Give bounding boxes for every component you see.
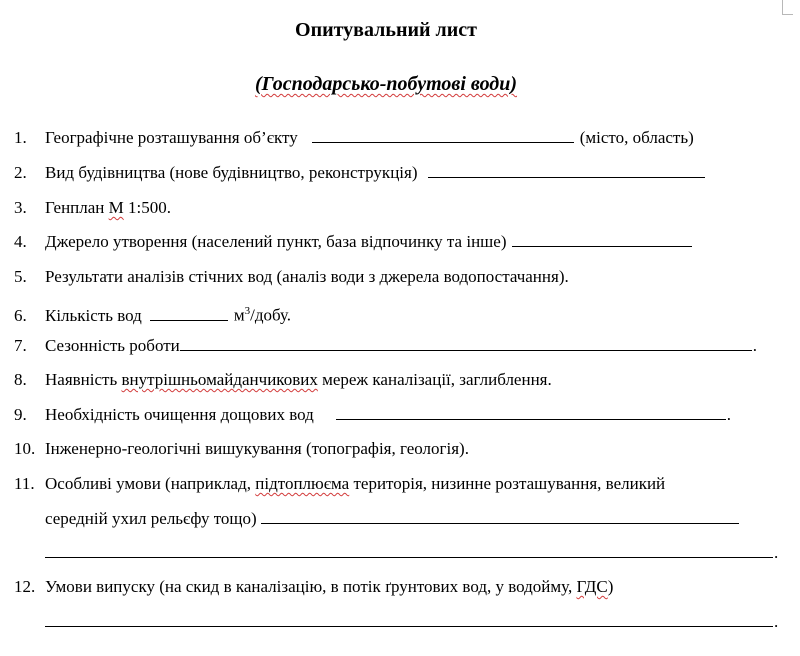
item-number: 12. — [14, 577, 36, 596]
item-number: 6. — [14, 305, 27, 325]
item-text: Вид будівництва (нове будівництво, реконструкція) — [45, 163, 418, 182]
page-corner-mark — [782, 0, 793, 15]
item-text-part: Наявність — [45, 370, 122, 389]
item-text — [45, 198, 171, 218]
item-number: 1. — [14, 128, 27, 147]
item-text: Джерело утворення (населений пункт, база відпочинку та інше) — [45, 232, 507, 251]
line-end-dot: . — [752, 336, 758, 355]
item-text-part: ) — [607, 577, 614, 596]
water-quantity-blank-field[interactable] — [150, 306, 228, 321]
special-conditions-blank-field-2[interactable] — [45, 543, 773, 558]
item-number: 10. — [14, 439, 36, 458]
list-item-12 — [14, 577, 613, 597]
item-number: 9. — [14, 405, 27, 424]
item-number: 5. — [14, 267, 27, 286]
line-end-dot: . — [774, 543, 779, 562]
item-text: Необхідність очищення дощових вод — [45, 405, 314, 424]
season-blank-field[interactable] — [180, 336, 752, 351]
source-blank-field[interactable] — [512, 232, 692, 247]
list-item-11-blank-line — [45, 543, 778, 563]
document-title: Опитувальний лист — [295, 19, 477, 41]
unit-base: м — [233, 305, 245, 325]
item-text: Географічне розташування об’єкту — [45, 128, 298, 147]
item-text — [45, 370, 552, 390]
discharge-conditions-blank-field[interactable] — [45, 612, 773, 627]
item-text — [45, 474, 665, 494]
item-text — [45, 577, 613, 597]
item-text: Сезонність роботи — [45, 336, 180, 355]
item-text-part: 1:500. — [123, 198, 172, 217]
list-item-9 — [14, 405, 731, 425]
item-text: Інженерно-геологічні вишукування (топографія, геологія). — [45, 439, 469, 458]
unit-tail: /добу. — [250, 305, 292, 325]
list-item-2 — [14, 163, 705, 183]
list-item-5 — [14, 267, 569, 287]
item-suffix: (місто, область) — [579, 128, 694, 147]
item-text-part: Генплан — [45, 198, 109, 217]
unit-superscript: 3 — [244, 305, 251, 317]
item-number: 4. — [14, 232, 27, 251]
item-number: 7. — [14, 336, 27, 355]
item-number: 8. — [14, 370, 27, 389]
list-item-7 — [14, 336, 757, 356]
item-text: Кількість вод — [45, 305, 142, 325]
item-text-part: територія, низинне розташування, великий — [349, 474, 666, 493]
item-text: Результати аналізів стічних вод (аналіз води з джерела водопостачання). — [45, 267, 569, 286]
list-item-11-continuation — [45, 509, 739, 529]
special-conditions-blank-field[interactable] — [261, 509, 739, 524]
item-number: 11. — [14, 474, 35, 493]
list-item-6 — [14, 301, 291, 326]
item-text-part: мереж каналізації, заглиблення. — [317, 370, 552, 389]
list-item-11 — [14, 474, 665, 494]
item-text-part: Особливі умови (наприклад, — [45, 474, 256, 493]
spellcheck-word: внутрішньомайданчикових — [121, 370, 318, 389]
list-item-4 — [14, 232, 692, 252]
line-end-dot: . — [726, 405, 732, 424]
line-end-dot: . — [774, 612, 779, 631]
location-blank-field[interactable] — [312, 128, 574, 143]
list-item-3 — [14, 198, 171, 218]
item-text: середній ухил рельєфу тощо) — [45, 509, 257, 528]
document-subtitle — [0, 73, 772, 96]
item-unit — [234, 301, 291, 326]
list-item-1 — [14, 128, 694, 148]
list-item-12-blank-line — [45, 612, 778, 632]
list-item-10 — [14, 439, 469, 459]
rainwater-blank-field[interactable] — [336, 405, 726, 420]
spellcheck-word: ГДС — [576, 577, 608, 596]
spellcheck-word: підтоплюєма — [255, 474, 350, 493]
list-item-8 — [14, 370, 552, 390]
item-number: 3. — [14, 198, 27, 217]
item-text-part: Умови випуску (на скид в каналізацію, в потік ґрунтових вод, у водойму, — [45, 577, 577, 596]
document-subtitle-text: (Господарсько-побутові води) — [254, 73, 518, 95]
spellcheck-word: М — [108, 198, 124, 217]
construction-type-blank-field[interactable] — [428, 163, 705, 178]
item-number: 2. — [14, 163, 27, 182]
